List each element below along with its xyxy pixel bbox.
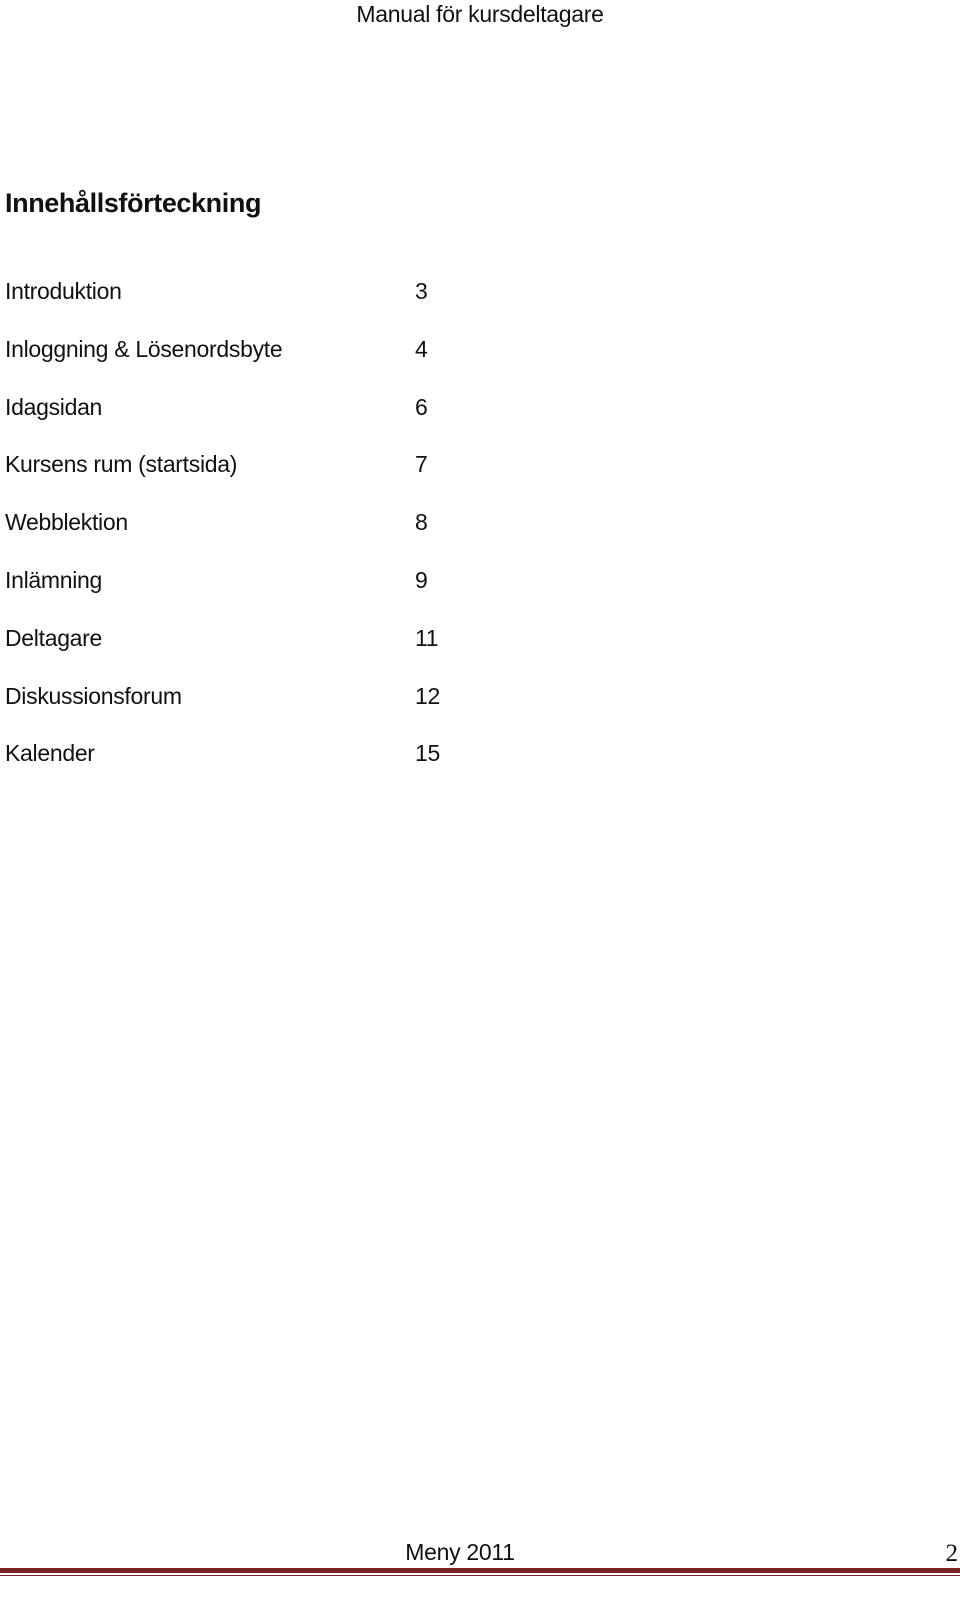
footer-text: Meny 2011: [405, 1539, 515, 1565]
toc-entry-page: 4: [415, 335, 428, 362]
toc-entry-page: 9: [415, 566, 428, 593]
toc-entry-page: 15: [415, 740, 440, 767]
toc-entry-title: Deltagare: [5, 624, 103, 651]
toc-entry-page: 7: [415, 451, 428, 478]
toc-entry[interactable]: [5, 450, 445, 508]
footer-rule-thick: [0, 1568, 960, 1573]
toc-entry[interactable]: [5, 566, 445, 624]
toc-entry-title: Introduktion: [5, 278, 122, 304]
toc-entry-title: Kursens rum (startsida): [5, 451, 238, 478]
footer-rule-thin: [0, 1575, 960, 1576]
toc-entry-title: Inloggning & Lösenordsbyte: [5, 335, 283, 362]
toc-heading: Innehållsförteckning: [5, 188, 262, 218]
toc-entry[interactable]: [5, 393, 445, 451]
toc-entry[interactable]: [5, 739, 445, 797]
toc-entry-page: 11: [415, 624, 439, 651]
toc-entry-title: Inlämning: [5, 566, 103, 593]
toc-entry-title: Webblektion: [5, 509, 128, 536]
toc-entry[interactable]: [5, 277, 445, 335]
toc-entry[interactable]: [5, 335, 445, 393]
page-footer: [0, 1538, 960, 1600]
page-number: 2: [945, 1540, 958, 1567]
running-header: Manual för kursdeltagare: [356, 1, 604, 27]
toc-entry-page: 3: [415, 278, 428, 304]
toc-entry-page: 6: [415, 393, 428, 420]
toc-entry[interactable]: [5, 624, 445, 682]
toc-entry[interactable]: [5, 508, 445, 566]
toc-entry-title: Kalender: [5, 740, 95, 767]
toc-entry[interactable]: [5, 682, 445, 740]
toc-entry-title: Idagsidan: [5, 393, 103, 420]
toc-entry-page: 8: [415, 509, 428, 536]
toc-entry-title: Diskussionsforum: [5, 682, 182, 709]
toc-list: [5, 277, 445, 797]
toc-entry-page: 12: [415, 682, 440, 709]
